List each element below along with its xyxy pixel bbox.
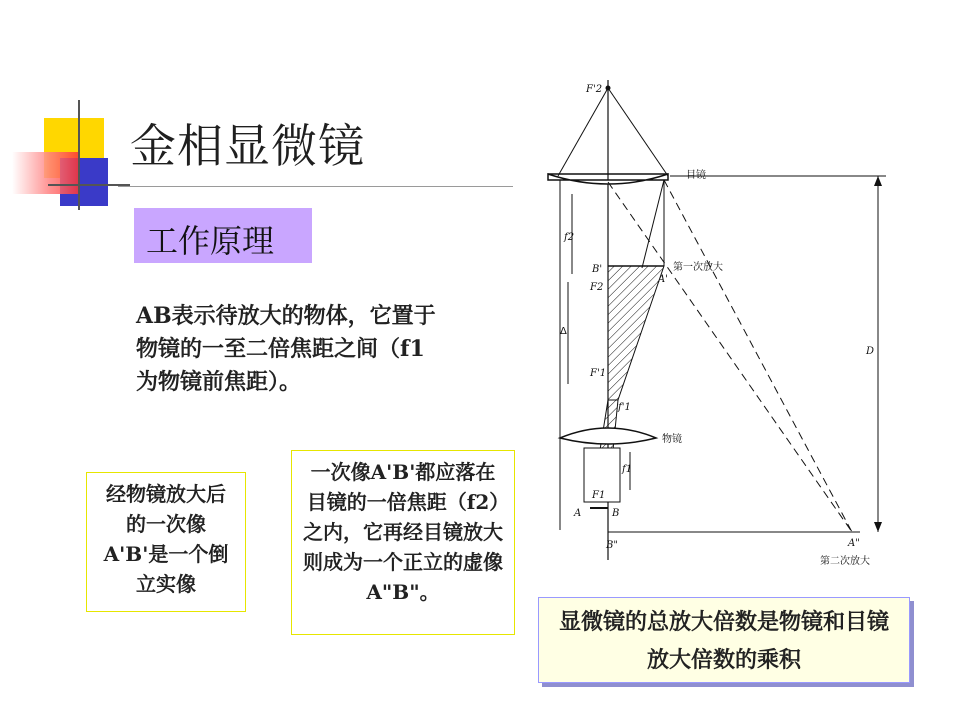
microscope-optics-diagram: [530, 70, 930, 580]
magnification-summary: [538, 597, 910, 683]
solid-ray-eyepiece: [642, 180, 664, 268]
summary-text: 显微镜的总放大倍数是物镜和目镜放大倍数的乘积: [558, 609, 889, 673]
f2-top-label: F'2: [586, 84, 603, 95]
description-text: AB表示待放大的物体，它置于物镜的一至二倍焦距之间（f1为物镜前焦距）。: [136, 303, 436, 395]
objective-lens: [560, 428, 656, 444]
dashed-ray-1: [608, 182, 852, 532]
accent-vertical-line: [78, 100, 80, 210]
dashed-ray-2: [664, 180, 852, 532]
f2-dim-label: f2: [564, 232, 575, 243]
eyepiece-label: 目镜: [686, 170, 706, 181]
title-decoration: [0, 100, 130, 210]
subtitle: 工作原理: [146, 222, 275, 260]
d-label: D: [866, 346, 875, 357]
f1p-point-label: F'1: [590, 368, 607, 379]
eyepiece-note: [291, 450, 515, 635]
second-image-label: 第二次放大: [820, 556, 870, 567]
eyepiece-note-text: 一次像A'B'都应落在目镜的一倍焦距（f2）之内，它再经目镜放大则成为一个正立的虚像A"B"。: [303, 460, 503, 604]
a-label: A: [574, 508, 582, 519]
a-prime-label: A': [658, 274, 668, 285]
f1-point-label: F1: [592, 490, 606, 501]
d-arrow-top: [874, 176, 882, 186]
first-image-note: [86, 472, 246, 612]
b-dd-label: B": [606, 540, 618, 551]
first-image-label: 第一次放大: [673, 262, 723, 273]
accent-red-bar: [12, 152, 80, 194]
f2-label: F2: [590, 282, 604, 293]
first-image-hatched: [608, 266, 664, 400]
ray-f2-right: [608, 88, 668, 176]
page-title: 金相显微镜: [130, 119, 365, 173]
a-dd-label: A": [848, 538, 860, 549]
title-divider: [118, 186, 513, 187]
ray-f2-left: [558, 88, 608, 176]
first-image-note-text: 经物镜放大后的一次像A'B'是一个倒立实像: [103, 482, 229, 596]
f1p-dim-label: f'1: [618, 402, 631, 413]
b-prime-label: B': [592, 264, 603, 275]
delta-label: Δ: [560, 326, 567, 337]
b-label: B: [612, 508, 620, 519]
f1-dim-label: f1: [622, 464, 633, 475]
d-arrow-bottom: [874, 522, 882, 532]
objective-label: 物镜: [662, 434, 682, 445]
